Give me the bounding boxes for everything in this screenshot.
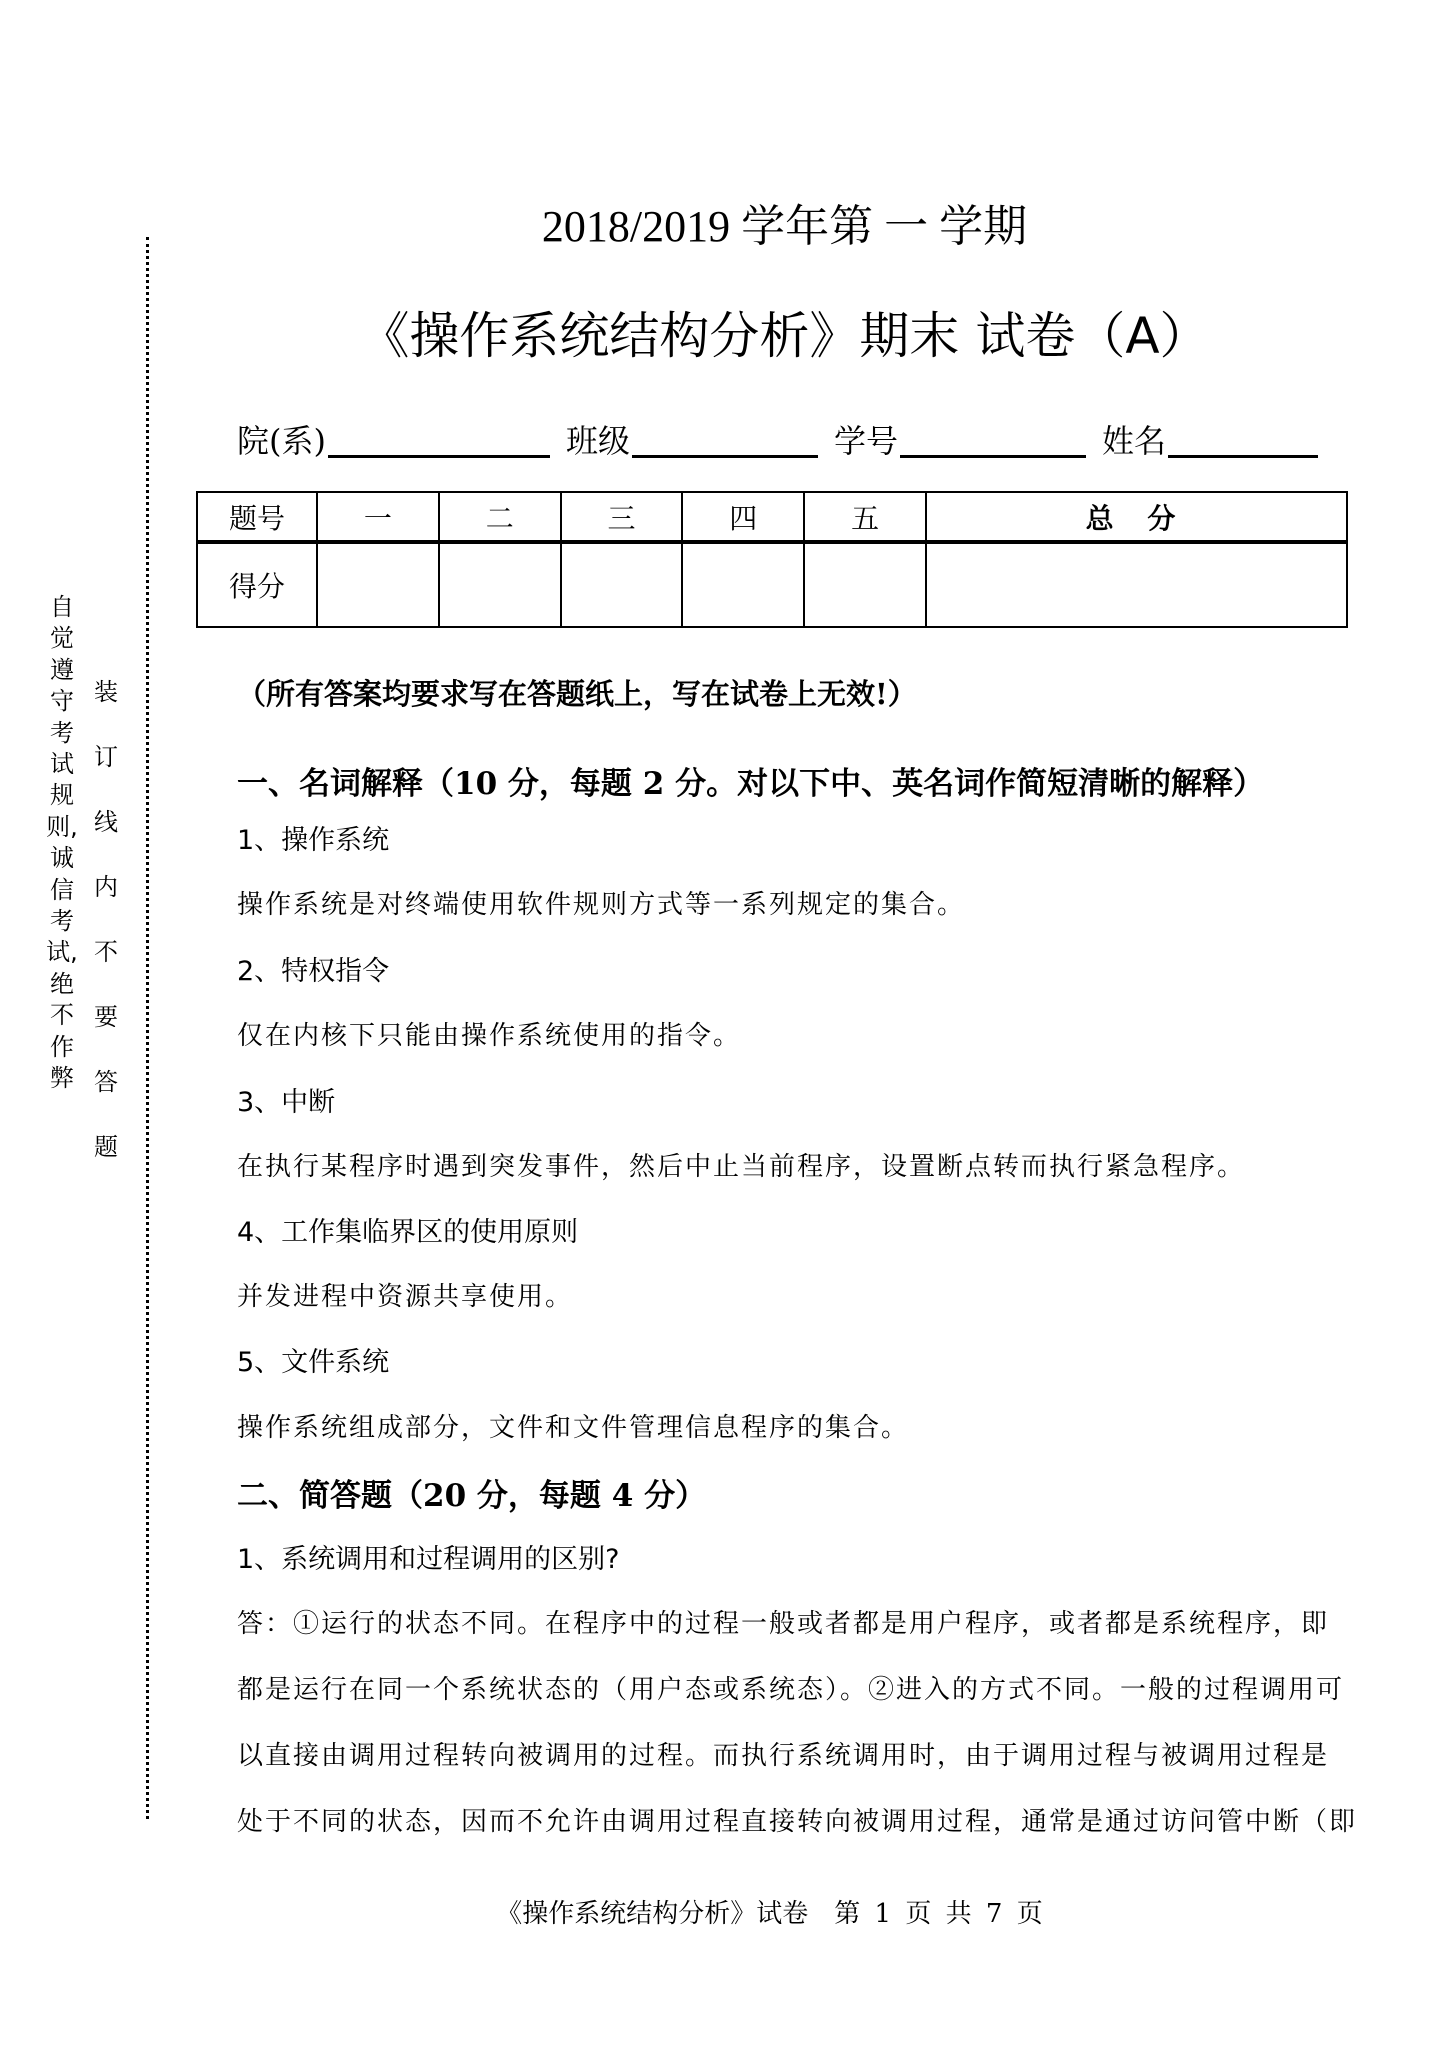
term-1: 1、操作系统 [237, 825, 390, 856]
exam-title: 《操作系统结构分析》期末 试卷（A） [359, 307, 1210, 365]
question-col-3: 三 [561, 492, 683, 542]
score-cell-5[interactable] [804, 542, 926, 627]
score-table-score-row [197, 542, 1347, 627]
name-field[interactable] [1168, 454, 1318, 458]
department-field[interactable] [328, 454, 550, 458]
term-5: 5、文件系统 [237, 1347, 390, 1378]
score-cell-4[interactable] [682, 542, 804, 627]
binding-dotted-line [146, 237, 149, 1819]
question-number-label: 题号 [197, 492, 317, 542]
term-2: 2、特权指令 [237, 956, 390, 987]
answer-2-1-line-1: 答：①运行的状态不同。在程序中的过程一般或者都是用户程序，或者都是系统程序，即 [237, 1609, 1330, 1639]
score-table [196, 491, 1348, 628]
question-col-4: 四 [682, 492, 804, 542]
answer-2-1-line-3: 以直接由调用过程转向被调用的过程。而执行系统调用时，由于调用过程与被调用过程是 [237, 1741, 1330, 1771]
semester-title: 2018/2019 学年第 一 学期 [541, 202, 1028, 251]
score-cell-3[interactable] [561, 542, 683, 627]
term-4: 4、工作集临界区的使用原则 [237, 1217, 579, 1248]
score-cell-2[interactable] [439, 542, 561, 627]
score-label: 得分 [197, 542, 317, 627]
class-label: 班级 [565, 422, 630, 460]
question-col-2: 二 [439, 492, 561, 542]
answer-1: 操作系统是对终端使用软件规则方式等一系列规定的集合。 [237, 890, 966, 920]
question-col-1: 一 [317, 492, 439, 542]
total-score-label: 总 分 [926, 492, 1347, 542]
student-info-fields [237, 416, 1318, 462]
page-footer: 《操作系统结构分析》试卷 第 1 页 共 7 页 [496, 1899, 1043, 1929]
student-id-field[interactable] [900, 454, 1086, 458]
section1-heading: 一、名词解释（10 分，每题 2 分。对以下中、英名词作简短清晰的解释） [237, 766, 1265, 802]
answer-2-1-line-4: 处于不同的状态，因而不允许由调用过程直接转向被调用过程，通常是通过访问管中断（即 [237, 1807, 1358, 1837]
section2-heading: 二、简答题（20 分，每题 4 分） [237, 1478, 707, 1514]
answer-5: 操作系统组成部分，文件和文件管理信息程序的集合。 [237, 1413, 910, 1443]
answer-sheet-notice: （所有答案均要求写在答题纸上，写在试卷上无效!） [237, 677, 917, 711]
score-cell-total[interactable] [926, 542, 1347, 627]
question-col-5: 五 [804, 492, 926, 542]
term-3: 3、中断 [237, 1087, 336, 1118]
binding-line-notice: 装订线内不要答题 [94, 678, 118, 1161]
answer-2-1-line-2: 都是运行在同一个系统状态的（用户态或系统态）。②进入的方式不同。一般的过程调用可 [237, 1675, 1345, 1705]
answer-4: 并发进程中资源共享使用。 [237, 1282, 574, 1312]
honesty-pledge-text: 自觉遵守考试规则,诚信考试,绝不作弊 [46, 593, 78, 1093]
score-table-header-row [197, 492, 1347, 542]
department-label: 院(系) [237, 422, 326, 460]
answer-2: 仅在内核下只能由操作系统使用的指令。 [237, 1021, 742, 1051]
score-cell-1[interactable] [317, 542, 439, 627]
question-2-1: 1、系统调用和过程调用的区别? [237, 1544, 620, 1575]
student-id-label: 学号 [834, 422, 899, 460]
answer-3: 在执行某程序时遇到突发事件，然后中止当前程序，设置断点转而执行紧急程序。 [237, 1152, 1246, 1182]
class-field[interactable] [632, 454, 818, 458]
name-label: 姓名 [1102, 422, 1167, 460]
